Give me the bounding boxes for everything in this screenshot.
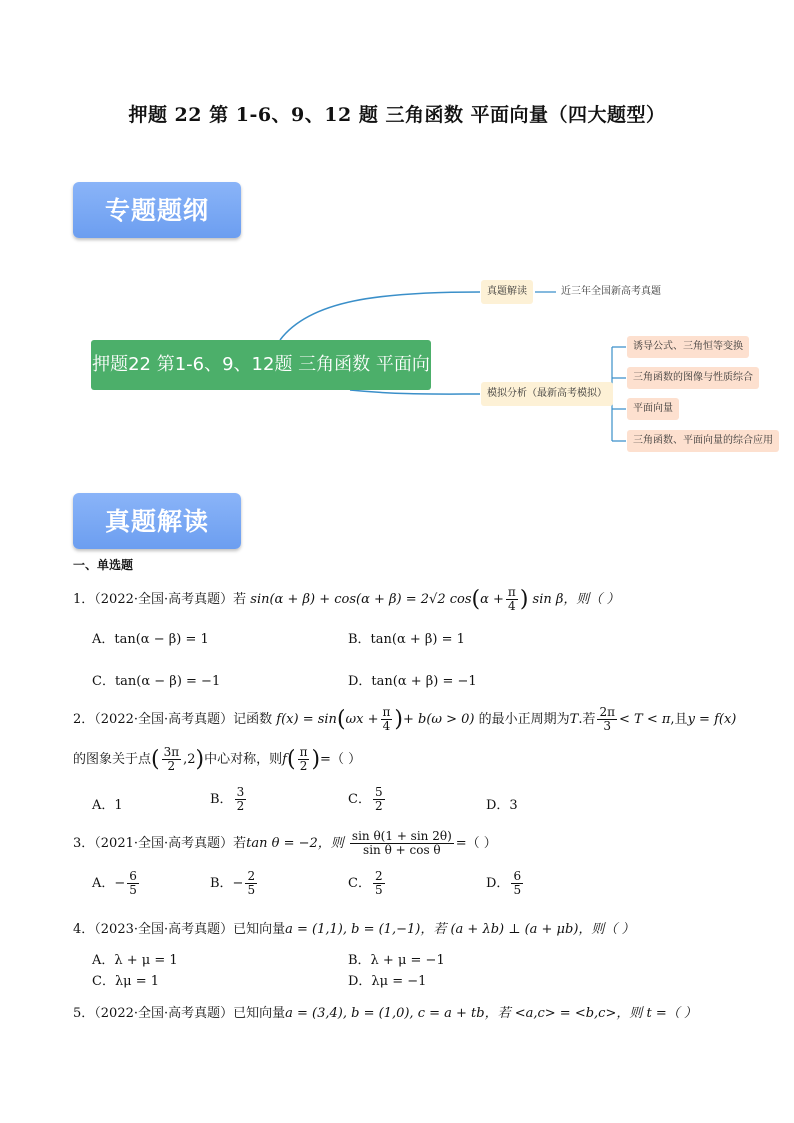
section-heading: 一、单选题 — [73, 558, 134, 572]
q4-option-a: A．λ + μ = 1 — [92, 953, 178, 968]
q3-option-c: C． $\frac{2}{5}$ — [348, 869, 383, 897]
q2-option-b: B． $\frac{3}{2}$ — [210, 785, 245, 813]
q3-option-b: B．− $\frac{2}{5}$ — [210, 869, 256, 897]
question-3: 3．（2021·全国·高考真题）若tan θ = −2，则 $\frac{\text{sin θ(1 + sin 2θ)}}{\text{sin θ + cos θ}}$ =（ ） — [73, 829, 497, 857]
question-4: 4．（2023·全国·高考真题）已知向量a = (1,1), b = (1,−1)，若 (a + λb) ⊥ (a + μb)，则（ ） — [73, 922, 635, 937]
mindmap-leaf: 三角函数的图像与性质综合 — [627, 367, 759, 389]
mindmap-leaf: 平面向量 — [627, 398, 679, 420]
q4-option-d: D．λμ = −1 — [348, 974, 427, 989]
section-banner-outline: 专题题纲 — [73, 182, 241, 238]
mindmap-leaf: 诱导公式、三角恒等变换 — [627, 336, 749, 358]
q3-option-a: A．− $\frac{6}{5}$ — [92, 869, 137, 897]
question-1: 1．（2022·全国·高考真题）若 sin(α + β) + cos(α + β) = 2√2 cos(α + $\frac{\pi}{4}$ ) sin β，则（ ） — [73, 585, 620, 613]
q1-option-a: A．tan(α − β) = 1 — [92, 632, 209, 647]
section-banner-real-exam: 真题解读 — [73, 493, 241, 549]
question-2-line1: 2．（2022·全国·高考真题）记函数 f(x) = sin(ωx + $\frac{\pi}{4}$ )+ b(ω > 0) 的最小正周期为T.若 $\frac{2\pi}{3}$ < T < π,且y = f(x) — [73, 705, 737, 733]
q1-option-c: C．tan(α − β) = −1 — [92, 674, 221, 689]
q4-option-b: B．λ + μ = −1 — [348, 953, 445, 968]
mindmap-root: 押题22 第1-6、9、12题 三角函数 平面向量 — [91, 340, 431, 390]
mindmap-branch-real-exam: 真题解读 — [481, 280, 533, 304]
page-title: 押题 22 第 1-6、9、12 题 三角函数 平面向量（四大题型） — [128, 104, 666, 126]
mindmap-branch-simulation: 模拟分析（最新高考模拟） — [481, 382, 613, 406]
q2-option-c: C． $\frac{5}{2}$ — [348, 785, 383, 813]
question-2-line2: 的图象关于点( $\frac{3\pi}{2}$ ,2)中心对称，则f( $\frac{\pi}{2}$ )=（ ） — [73, 745, 362, 773]
q1-option-b: B．tan(α + β) = 1 — [348, 632, 465, 647]
q2-option-a: A．1 — [92, 798, 123, 813]
mindmap-leaf: 三角函数、平面向量的综合应用 — [627, 430, 779, 452]
q2-option-d: D．3 — [486, 798, 518, 813]
q1-option-d: D．tan(α + β) = −1 — [348, 674, 477, 689]
mindmap-leaf-recent-exams: 近三年全国新高考真题 — [561, 286, 661, 297]
question-5: 5．（2022·全国·高考真题）已知向量a = (3,4), b = (1,0), c = a + tb，若 <a,c> = <b,c>，则 t =（ ） — [73, 1006, 697, 1021]
q3-option-d: D． $\frac{6}{5}$ — [486, 869, 522, 897]
q4-option-c: C．λμ = 1 — [92, 974, 160, 989]
